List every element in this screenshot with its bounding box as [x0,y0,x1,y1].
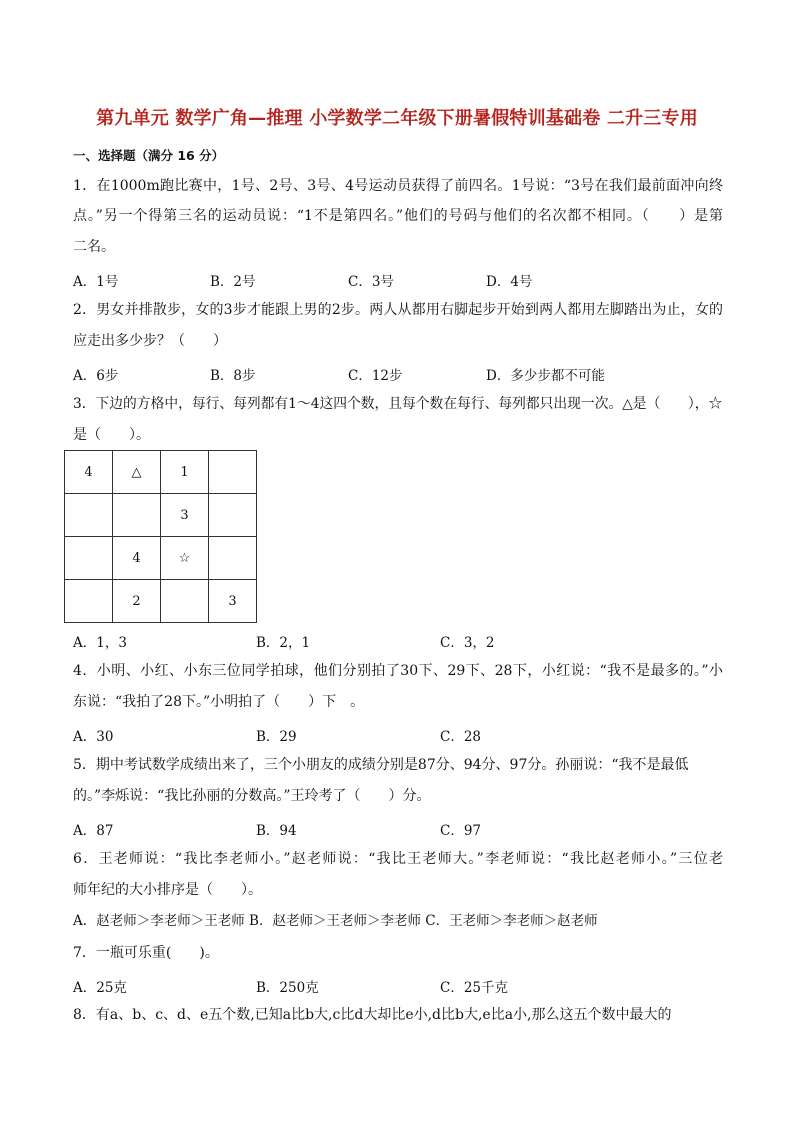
q2-option-a: A．6步 [73,368,119,384]
q3-option-a: A．1，3 [73,635,127,651]
grid-cell [113,494,161,537]
q6-line-1: 6．王老师说：“我比李老师小。”赵老师说：“我比王老师大。”李老师说：“我比赵老师小。”三位老 [73,851,723,867]
q2-option-b: B．8步 [210,368,256,384]
q2-line-2: 应走出多少步？（ ） [73,333,227,349]
document-title: 第九单元 数学广角—推理 小学数学二年级下册暑假特训基础卷 二升三专用 [96,108,698,129]
q3-line-1: 3．下边的方格中，每行、每列都有1～4这四个数，且每个数在每行、每列都只出现一次。△是（ ），☆ [73,396,723,412]
grid-cell: 2 [113,580,161,623]
grid-cell: 1 [161,451,209,494]
q3-line-2: 是（ ）。 [73,427,150,443]
grid-cell [65,494,113,537]
grid-cell: 3 [209,580,257,623]
q7-option-b: B．250克 [256,980,319,996]
q3-option-c: C．3，2 [440,635,495,651]
grid-cell: 4 [65,451,113,494]
grid-cell [161,580,209,623]
grid-cell [209,494,257,537]
q6-options: A．赵老师＞李老师＞王老师 B．赵老师＞王老师＞李老师 C．王老师＞李老师＞赵老师 [73,913,598,929]
triangle-cell: △ [113,451,161,494]
grid-row [65,580,257,623]
q5-option-b: B．94 [256,823,297,839]
grid-row [65,537,257,580]
q7-line-1: 7．一瓶可乐重( )。 [73,945,219,961]
grid-row [65,451,257,494]
q7-option-a: A．25克 [73,980,127,996]
q5-option-a: A．87 [73,823,114,839]
q1-line-1: 1．在1000m跑比赛中，1号、2号、3号、4号运动员获得了前四名。1号说：“3号在我们最前面冲向终 [73,178,723,194]
q4-line-2: 东说：“我拍了28下。”小明拍了（ ）下 。 [73,694,365,710]
q2-line-1: 2．男女并排散步，女的3步才能跟上男的2步。两人从都用右脚起步开始到两人都用左脚踏出为止，女的 [73,302,723,318]
q2-option-d: D．多少步都不可能 [486,368,605,384]
grid-row [65,494,257,537]
q6-line-2: 师年纪的大小排序是（ ）。 [73,882,262,898]
grid-cell [65,537,113,580]
star-cell: ☆ [161,537,209,580]
q4-line-1: 4．小明、小红、小东三位同学拍球，他们分别拍了30下、29下、28下，小红说：“我不是最多的。”小 [73,663,723,679]
grid-cell [209,451,257,494]
q1-option-a: A．1号 [73,274,119,290]
q1-option-d: D．4号 [486,274,533,290]
q5-line-2: 的。”李烁说：“我比孙丽的分数高。”王玲考了（ ）分。 [73,788,431,804]
q1-line-2: 点。”另一个得第三名的运动员说：“1不是第四名。”他们的号码与他们的名次都不相同。（ ）是第 [73,208,723,224]
q8-line-1: 8．有a、b、c、d、e五个数,已知a比b大,c比d大却比e小,d比b大,e比a小,那么这五个数中最大的 [73,1007,672,1023]
q2-option-c: C．12步 [348,368,403,384]
q4-option-b: B．29 [256,729,297,745]
grid-cell [209,537,257,580]
grid-cell: 4 [113,537,161,580]
q1-line-3: 二名。 [73,239,115,255]
q1-option-b: B．2号 [210,274,256,290]
q5-option-c: C．97 [440,823,482,839]
section-heading: 一、选择题（满分 16 分） [73,148,225,163]
q4-option-a: A．30 [73,729,114,745]
q1-option-c: C．3号 [348,274,394,290]
latin-square-grid [64,450,257,623]
q7-option-c: C．25千克 [440,980,509,996]
q5-line-1: 5．期中考试数学成绩出来了，三个小朋友的成绩分别是87分、94分、97分。孙丽说：“我不是最低 [73,757,689,773]
q3-option-b: B．2，1 [256,635,311,651]
grid-cell: 3 [161,494,209,537]
grid-cell [65,580,113,623]
q4-option-c: C．28 [440,729,482,745]
